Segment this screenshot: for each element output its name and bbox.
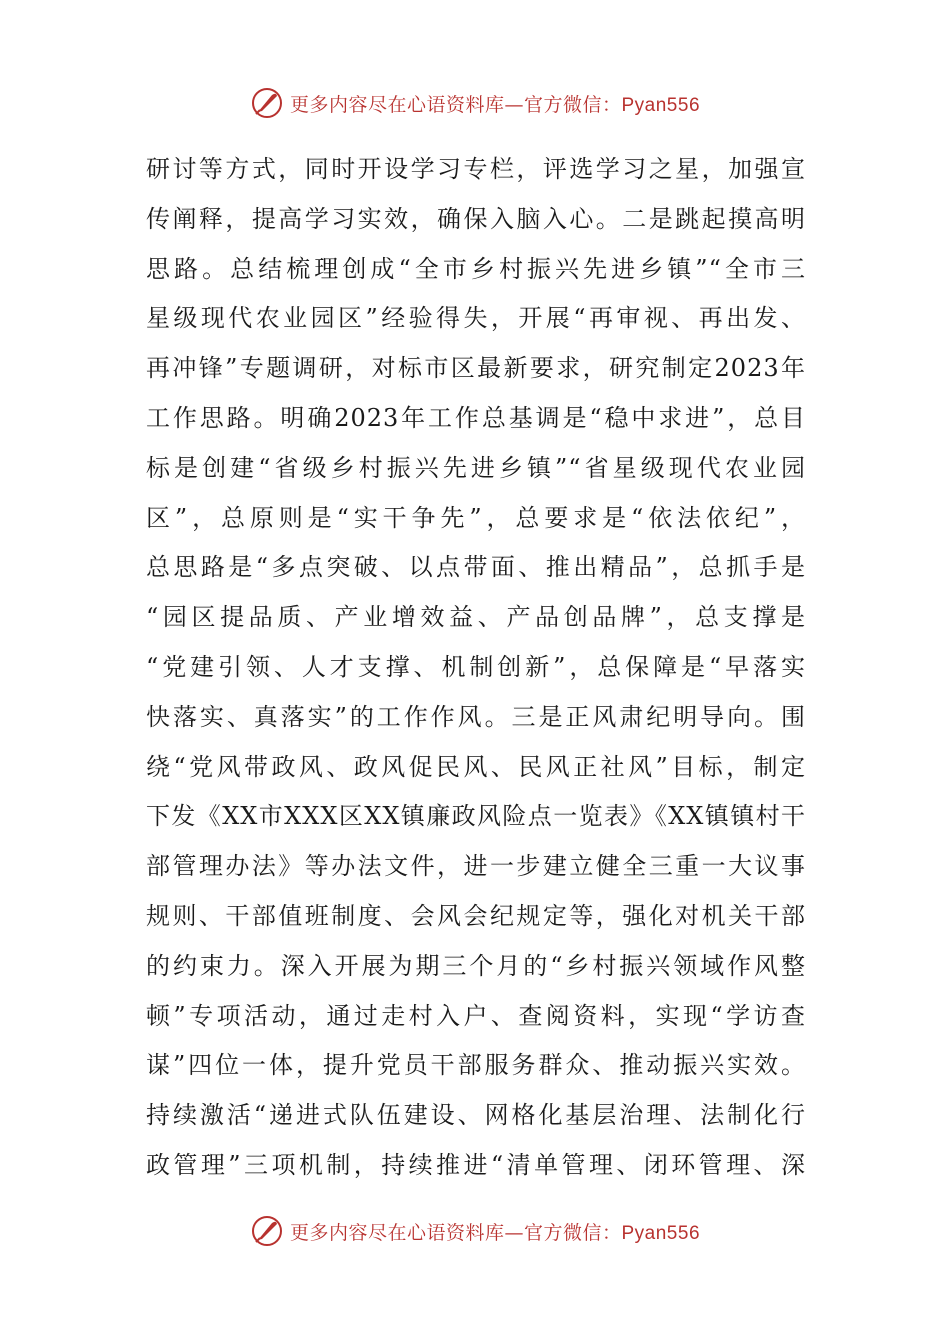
- body-line: 持续激活“递进式队伍建设、网格化基层治理、法制化行: [146, 1101, 806, 1130]
- watermark-text: [290, 90, 700, 117]
- watermark-site-text: 更多内容尽在心语资料库—官方微信：: [289, 93, 622, 116]
- body-line: 区”，总原则是“实干争先”，总要求是“依法依纪”，: [146, 503, 806, 532]
- body-line: 政管理”三项机制，持续推进“清单管理、闭环管理、深: [146, 1150, 806, 1179]
- header-watermark: [0, 83, 950, 123]
- quill-pen-icon: [250, 1214, 284, 1248]
- body-line: 规则、干部值班制度、会风会纪规定等，强化对机关干部: [146, 901, 806, 930]
- quill-pen-icon: [250, 86, 284, 120]
- body-line: “党建引领、人才支撑、机制创新”，总保障是“早落实: [146, 652, 806, 681]
- body-line: 谋”四位一体，提升党员干部服务群众、推动振兴实效。: [146, 1051, 806, 1080]
- footer-watermark: [0, 1211, 950, 1251]
- watermark-site-text: 更多内容尽在心语资料库—官方微信：: [289, 1221, 622, 1244]
- body-line: 再冲锋”专题调研，对标市区最新要求，研究制定2023年: [146, 354, 806, 383]
- body-line: 工作思路。明确2023年工作总基调是“稳中求进”，总目: [146, 403, 806, 432]
- body-line: 顿”专项活动，通过走村入户、查阅资料，实现“学访查: [146, 1001, 806, 1030]
- document-body: [146, 145, 806, 1191]
- body-line: 思路。总结梳理创成“全市乡村振兴先进乡镇”“全市三: [146, 254, 806, 283]
- watermark-wechat-id: Pyan556: [621, 1222, 701, 1244]
- body-line: 研讨等方式，同时开设学习专栏，评选学习之星，加强宣: [146, 155, 806, 183]
- body-line: 绕“党风带政风、政风促民风、民风正社风”目标，制定: [146, 752, 806, 781]
- watermark-text: [290, 1218, 700, 1245]
- body-line: 标是创建“省级乡村振兴先进乡镇”“省星级现代农业园: [146, 453, 806, 482]
- body-line: 总思路是“多点突破、以点带面、推出精品”，总抓手是: [146, 553, 806, 582]
- body-line: 星级现代农业园区”经验得失，开展“再审视、再出发、: [146, 304, 806, 333]
- watermark-wechat-id: Pyan556: [621, 94, 701, 116]
- body-line: 下发《XX市XXX区XX镇廉政风险点一览表》《XX镇镇村干: [146, 802, 806, 831]
- body-line: 传阐释，提高学习实效，确保入脑入心。二是跳起摸高明: [146, 204, 806, 233]
- body-line: “园区提品质、产业增效益、产品创品牌”，总支撑是: [146, 603, 806, 632]
- body-line: 部管理办法》等办法文件，进一步建立健全三重一大议事: [146, 852, 806, 881]
- body-line: 快落实、真落实”的工作作风。三是正风肃纪明导向。围: [146, 702, 806, 731]
- body-line: 的约束力。深入开展为期三个月的“乡村振兴领域作风整: [146, 951, 806, 980]
